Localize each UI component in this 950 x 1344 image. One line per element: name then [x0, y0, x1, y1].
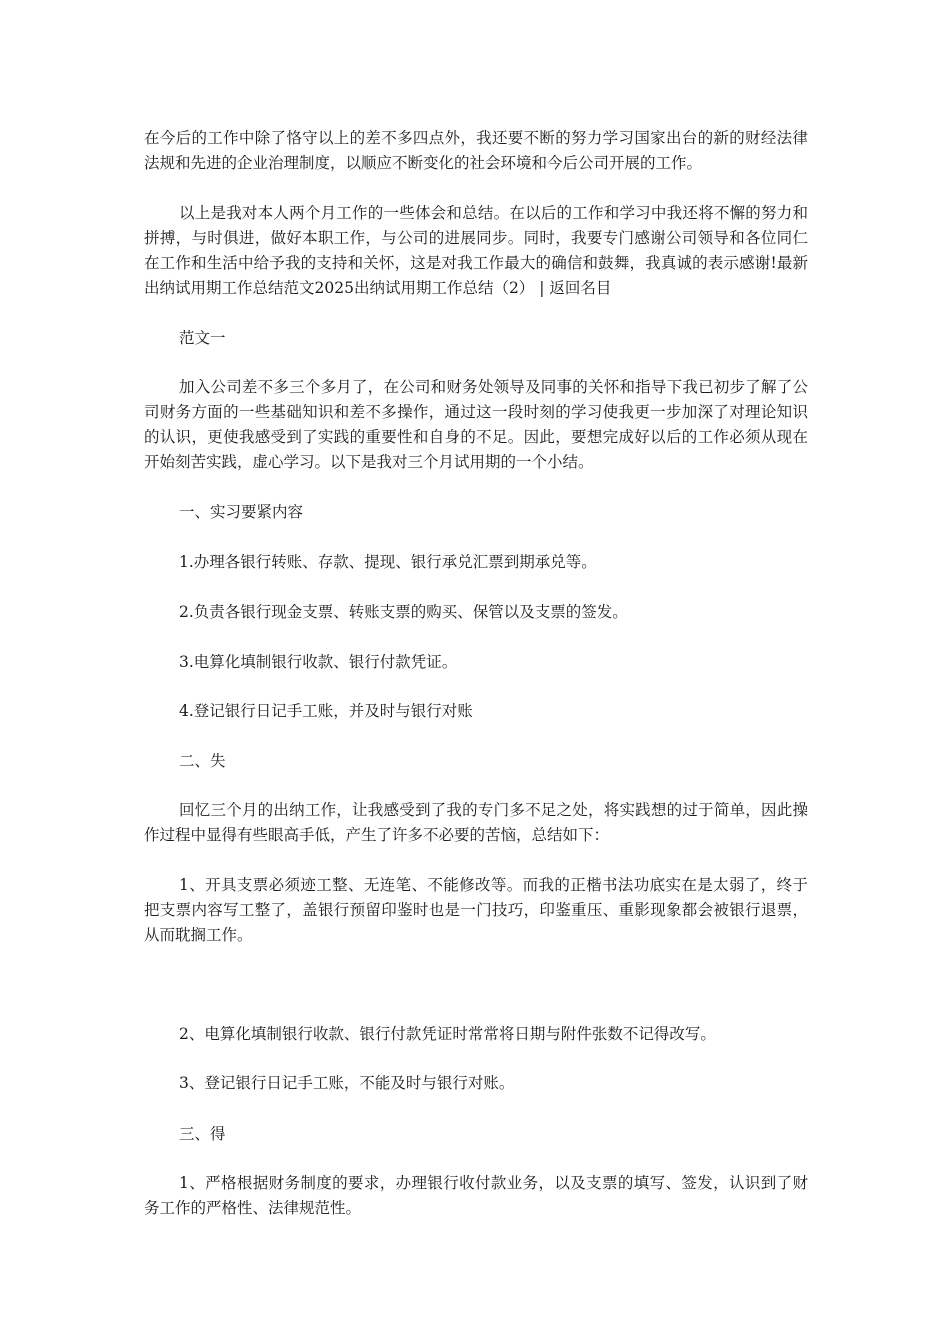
paragraph-gain-1: 1、严格根据财务制度的要求，办理银行收付款业务，以及支票的填写、签发，认识到了财务工作的严格性、法律规范性。: [144, 1174, 808, 1217]
paragraph-continuation: 在今后的工作中除了恪守以上的差不多四点外，我还要不断的努力学习国家出台的新的财经法律法规和先进的企业治理制度，以顺应不断变化的社会环境和今后公司开展的工作。: [144, 129, 808, 172]
section-heading-gains: 三、得: [179, 1125, 226, 1143]
paragraph-point-1: 1、开具支票必须迹工整、无连笔、不能修改等。而我的正楷书法功底实在是太弱了，终于把支票内容写工整了，盖银行预留印鉴时也是一门技巧，印鉴重压、重影现象都会被银行退票，从而耽搁工作。: [144, 876, 808, 944]
paragraph-intro: 加入公司差不多三个多月了，在公司和财务处领导及同事的关怀和指导下我已初步了解了公司财务方面的一些基础知识和差不多操作，通过这一段时刻的学习使我更一步加深了对理论知识的认识，更使我感受到了实践的重要性和自身的不足。因此，要想完成好以后的工作必须从现在开始刻苦实践，虚心学习。以下是我对三个月试用期的一个小结。: [144, 378, 808, 471]
section-heading-losses: 二、失: [179, 752, 226, 770]
list-item: 2.负责各银行现金支票、转账支票的购买、保管以及支票的签发。: [179, 603, 628, 621]
section-heading-sample-one: 范文一: [179, 329, 226, 347]
list-item: 1.办理各银行转账、存款、提现、银行承兑汇票到期承兑等。: [179, 553, 597, 571]
paragraph-point-3: 3、登记银行日记手工账，不能及时与银行对账。: [179, 1074, 515, 1092]
list-item: 4.登记银行日记手工账，并及时与银行对账: [179, 702, 473, 720]
paragraph-point-2: 2、电算化填制银行收款、银行付款凭证时常常将日期与附件张数不记得改写。: [179, 1025, 716, 1043]
section-heading-main-content: 一、实习要紧内容: [179, 503, 304, 521]
paragraph-review: 回忆三个月的出纳工作，让我感受到了我的专门多不足之处，将实践想的过于简单，因此操作过程中显得有些眼高手低，产生了许多不必要的苦恼，总结如下：: [144, 801, 808, 844]
paragraph-conclusion: 以上是我对本人两个月工作的一些体会和总结。在以后的工作和学习中我还将不懈的努力和拼搏，与时俱进，做好本职工作，与公司的进展同步。同时，我要专门感谢公司领导和各位同仁在工作和生活中给予我的支持和关怀，这是对我工作最大的确信和鼓舞，我真诚的表示感谢!最新出纳试用期工作总结范文2025出纳试用期工作总结（2） | 返回名目: [144, 204, 808, 297]
list-item: 3.电算化填制银行收款、银行付款凭证。: [179, 653, 458, 671]
